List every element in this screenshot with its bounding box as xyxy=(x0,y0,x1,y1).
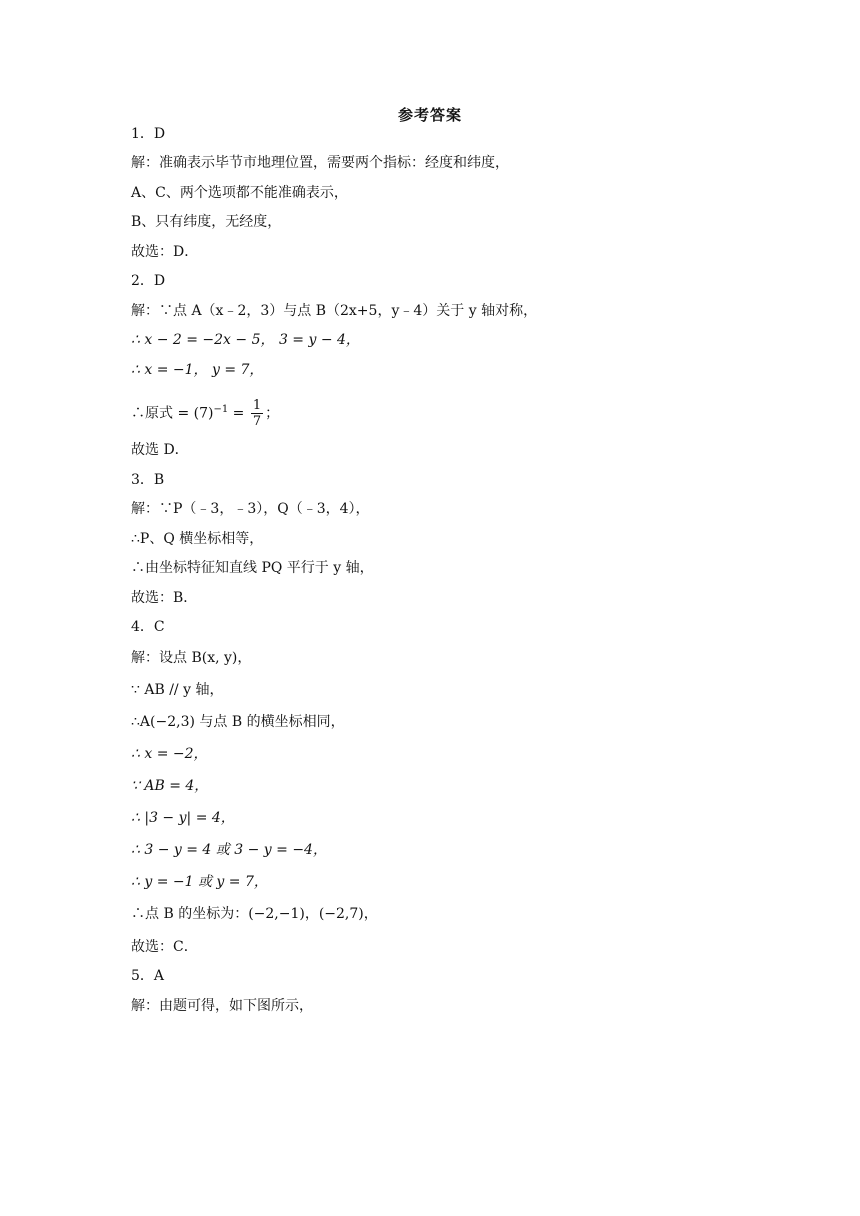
answer-2-label: 2．D xyxy=(131,273,166,289)
result-exponent: −1 xyxy=(213,403,229,415)
answer-4-line: ∴A(−2,3) 与点 B 的横坐标相同， xyxy=(131,714,345,730)
page-title: 参考答案 xyxy=(397,106,462,124)
answer-4-choice: 故选：C． xyxy=(131,939,198,955)
answer-2-choice: 故选 D． xyxy=(131,442,189,458)
answer-4-line: ∴ x = −2， xyxy=(131,746,208,762)
answer-1-line: B、只有纬度，无经度， xyxy=(131,214,282,230)
result-tail: ； xyxy=(265,405,280,422)
answer-2-equation: ∴ x − 2 = −2x − 5， 3 = y − 4， xyxy=(131,332,360,348)
answer-4-line: ∴ 3 − y = 4 或 3 − y = −4， xyxy=(131,842,327,858)
fraction-denominator: 7 xyxy=(252,414,262,429)
answer-4-label: 4．C xyxy=(131,619,165,635)
answer-1-solution: 解：准确表示毕节市地理位置，需要两个指标：经度和纬度， xyxy=(131,155,509,171)
answer-2-result xyxy=(131,398,279,429)
fraction-numerator: 1 xyxy=(252,398,262,413)
answer-4-line: ∵ AB = 4， xyxy=(131,778,209,794)
result-eq: = xyxy=(232,405,245,422)
answer-4-line: ∴ y = −1 或 y = 7， xyxy=(131,874,268,890)
answer-4-line: ∴ |3 − y| = 4， xyxy=(131,810,235,826)
answer-2-values: ∴ x = −1， y = 7， xyxy=(131,362,264,378)
answer-3-line: ∴由坐标特征知直线 PQ 平行于 y 轴， xyxy=(131,560,374,576)
answer-3-solution: 解：∵P（﹣3，﹣3），Q（﹣3，4）， xyxy=(131,501,370,517)
answer-1-choice: 故选：D． xyxy=(131,244,199,260)
answer-2-solution: 解：∵点 A（x﹣2，3）与点 B（2x+5，y﹣4）关于 y 轴对称， xyxy=(131,303,538,319)
answer-1-label: 1．D xyxy=(131,126,166,142)
answer-3-label: 3．B xyxy=(131,472,165,488)
answer-3-line: ∴P、Q 横坐标相等， xyxy=(131,531,264,547)
answer-5-label: 5．A xyxy=(131,968,165,984)
answer-5-solution: 解：由题可得，如下图所示， xyxy=(131,998,313,1014)
answer-1-line: A、C、两个选项都不能准确表示， xyxy=(131,185,348,201)
answer-4-line: ∴点 B 的坐标为：(−2,−1)，(−2,7)， xyxy=(131,906,378,922)
answer-3-choice: 故选：B． xyxy=(131,590,198,606)
answer-4-solution: 解：设点 B(x, y)， xyxy=(131,650,252,666)
result-prefix: ∴原式 = (7) xyxy=(131,405,214,422)
result-fraction xyxy=(251,398,263,429)
answer-4-line: ∵ AB // y 轴， xyxy=(131,682,224,698)
